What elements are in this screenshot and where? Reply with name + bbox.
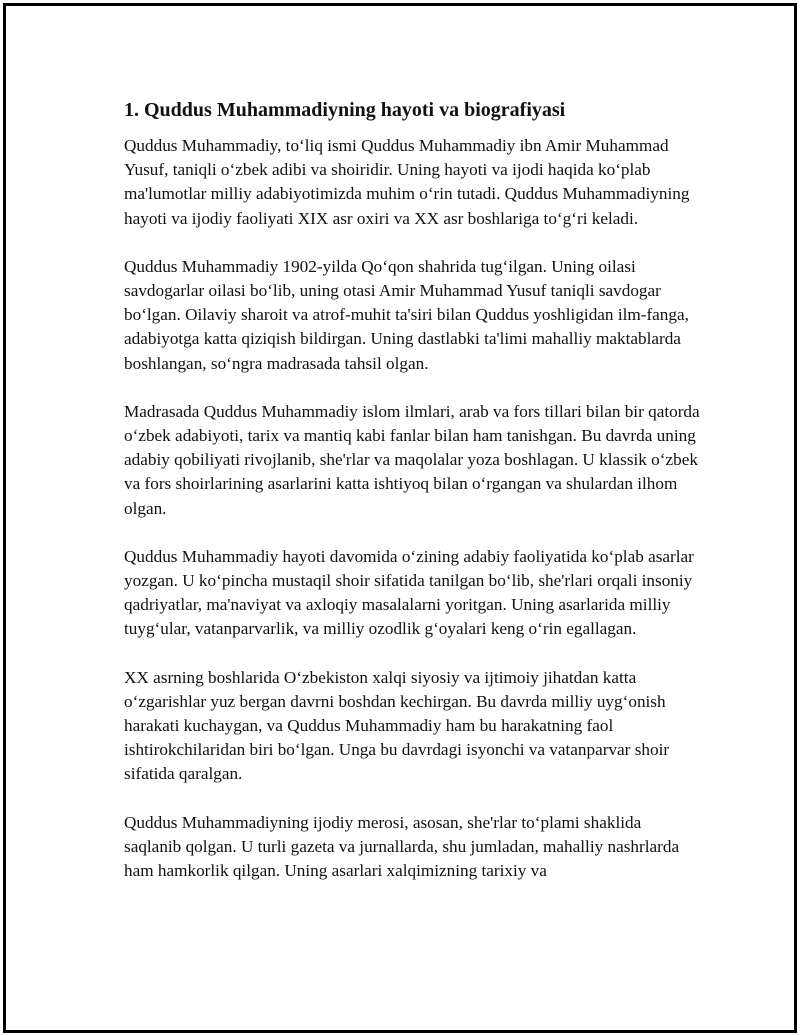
paragraph-4: Quddus Muhammadiy hayoti davomida o‘zining adabiy faoliyatida ko‘plab asarlar yozgan. U ko‘pincha mustaqil shoir sifatida tanilgan bo‘lib, she'rlari orqali insoniy qadriyatlar, ma'naviyat va axloqiy masalalarni yoritgan. Uning asarlarida milliy tuyg‘ular, vatanparvarlik, va milliy ozodlik g‘oyalari keng o‘rin egallagan. bbox=[124, 546, 694, 639]
page-frame bbox=[3, 3, 797, 1033]
document-body bbox=[121, 96, 701, 907]
paragraph-3: Madrasada Quddus Muhammadiy islom ilmlari, arab va fors tillari bilan bir qatorda o‘zbek adabiyoti, tarix va mantiq kabi fanlar bilan ham tanishgan. Bu davrda uning adabiy qobiliyati rivojlanib, she'rlar va maqolalar yoza boshlagan. U klassik o‘zbek va fors shoirlarining asarlarini katta ishtiyoq bilan o‘rgangan va shulardan ilhom olgan. bbox=[124, 401, 700, 518]
section-heading: 1. Quddus Muhammadiyning hayoti va biografiyasi bbox=[124, 99, 566, 121]
paragraph-6: Quddus Muhammadiyning ijodiy merosi, asosan, she'rlar to‘plami shaklida saqlanib qolgan. U turli gazeta va jurnallarda, shu jumladan, mahalliy nashrlarda ham hamkorlik qilgan. Uning asarlari xalqimizning tarixiy va bbox=[124, 812, 680, 881]
paragraph-2: Quddus Muhammadiy 1902-yilda Qo‘qon shahrida tug‘ilgan. Uning oilasi savdogarlar oilasi bo‘lib, uning otasi Amir Muhammad Yusuf taniqli savdogar bo‘lgan. Oilaviy sharoit va atrof-muhit ta'siri bilan Quddus yoshligidan ilm-fanga, adabiyotga katta qiziqish bildirgan. Uning dastlabki ta'limi mahalliy maktablarda boshlangan, so‘ngra madrasada tahsil olgan. bbox=[124, 256, 689, 373]
paragraph-5: XX asrning boshlarida O‘zbekiston xalqi siyosiy va ijtimoiy jihatdan katta o‘zgarishlar yuz bergan davrni boshdan kechirgan. Bu davrda milliy uyg‘onish harakati kuchaygan, va Quddus Muhammadiy ham bu harakatning faol ishtirokchilaridan biri bo‘lgan. Unga bu davrdagi isyonchi va vatanparvar shoir sifatida qaralgan. bbox=[124, 667, 670, 784]
paragraph-1: Quddus Muhammadiy, to‘liq ismi Quddus Muhammadiy ibn Amir Muhammad Yusuf, taniqli o‘zbek adibi va shoiridir. Uning hayoti va ijodi haqida ko‘plab ma'lumotlar milliy adabiyotimizda muhim o‘rin tutadi. Quddus Muhammadiyning hayoti va ijodiy faoliyati XIX asr oxiri va XX asr boshlariga to‘g‘ri keladi. bbox=[124, 136, 690, 228]
